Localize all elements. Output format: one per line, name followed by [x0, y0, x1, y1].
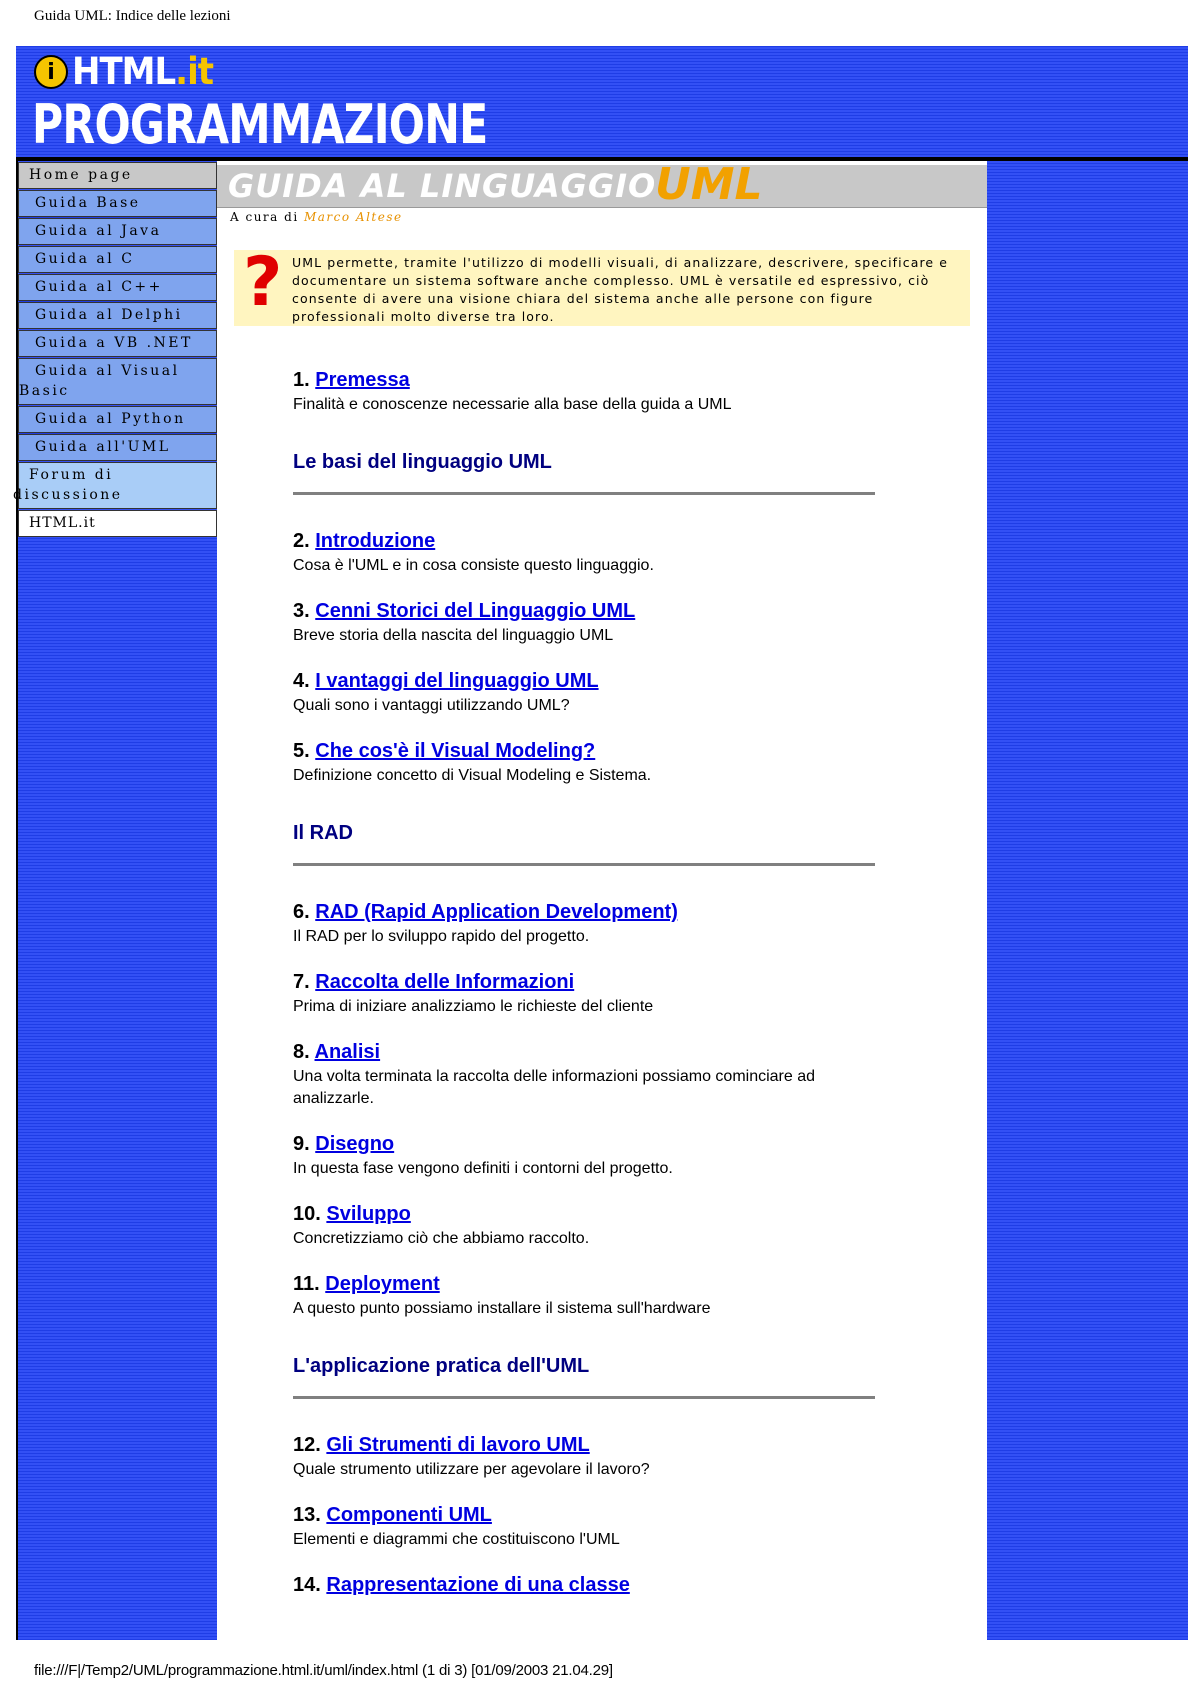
nav-menu [13, 162, 217, 538]
logo-text: HTML.it [72, 50, 213, 94]
lesson-item [293, 1132, 913, 1180]
lesson-link[interactable]: Raccolta delle Informazioni [315, 971, 575, 993]
nav-item-label-line2: Basic [19, 383, 70, 399]
lesson-link[interactable]: Introduzione [315, 530, 436, 552]
lesson-number: 11. [293, 1273, 320, 1295]
lesson-item [293, 1433, 913, 1481]
lesson-number: 14. [293, 1574, 321, 1596]
nav-item-guida-base[interactable]: Guida Base [18, 190, 217, 217]
nav-item-guida-cpp[interactable]: Guida al C++ [18, 274, 217, 301]
author-line [230, 210, 403, 224]
page-title: GUIDA AL LINGUAGGIO [228, 167, 657, 205]
lesson-item [293, 970, 913, 1018]
lesson-item [293, 1040, 913, 1110]
lesson-number: 7. [293, 971, 310, 993]
nav-item-home[interactable]: Home page [18, 162, 217, 189]
lesson-item [293, 900, 913, 948]
lesson-link[interactable]: I vantaggi del linguaggio UML [315, 670, 599, 692]
lesson-description: Quale strumento utilizzare per agevolare il lavoro? [293, 1461, 650, 1478]
lesson-description: Elementi e diagrammi che costituiscono l'UML [293, 1531, 620, 1548]
section-header [293, 821, 913, 866]
lesson-description: Il RAD per lo sviluppo rapido del progetto. [293, 928, 590, 945]
lesson-description: Una volta terminata la raccolta delle informazioni possiamo cominciare ad analizzarle. [293, 1068, 816, 1107]
section-title: Le basi del linguaggio UML [293, 451, 552, 473]
lesson-description: Definizione concetto di Visual Modeling e Sistema. [293, 767, 652, 784]
lesson-number: 2. [293, 530, 310, 552]
right-sidebar [987, 161, 1188, 1640]
nav-item-guida-uml[interactable]: Guida all'UML [18, 434, 217, 461]
lesson-description: Cosa è l'UML e in cosa consiste questo linguaggio. [293, 557, 654, 574]
lesson-description: Prima di iniziare analizziamo le richieste del cliente [293, 998, 654, 1015]
section-header [293, 1354, 913, 1399]
section-heading: PROGRAMMAZIONE [32, 93, 488, 157]
nav-item-guida-python[interactable]: Guida al Python [18, 406, 217, 433]
lesson-link[interactable]: Rappresentazione di una classe [326, 1574, 630, 1596]
nav-item-forum[interactable] [13, 462, 217, 509]
section-divider [293, 863, 875, 866]
lesson-description: Finalità e conoscenze necessarie alla base della guida a UML [293, 396, 732, 413]
intro-text: UML permette, tramite l'utilizzo di modelli visuali, di analizzare, descrivere, specificare e documentare un sistema software anche complesso. UML è versatile ed espressivo, ciò consente di avere una visione chiara del sistema anche alle persone con figure professionali molto diverse tra loro. [292, 255, 949, 324]
lesson-index [293, 368, 913, 1619]
section-title: L'applicazione pratica dell'UML [293, 1355, 590, 1377]
lesson-description: A questo punto possiamo installare il sistema sull'hardware [293, 1300, 711, 1317]
lesson-description: Breve storia della nascita del linguaggio UML [293, 627, 614, 644]
person-icon: i [34, 55, 68, 89]
print-header: Guida UML: Indice delle lezioni [34, 8, 231, 24]
lesson-link[interactable]: Disegno [315, 1133, 395, 1155]
nav-item-htmlit[interactable]: HTML.it [18, 510, 217, 537]
section-divider [293, 1396, 875, 1399]
lesson-link[interactable]: Deployment [325, 1273, 440, 1295]
lesson-item [293, 1272, 913, 1320]
lesson-description: Concretizziamo ciò che abbiamo raccolto. [293, 1230, 590, 1247]
lesson-number: 1. [293, 369, 310, 391]
lesson-item [293, 1202, 913, 1250]
print-footer: file:///F|/Temp2/UML/programmazione.html.it/uml/index.html (1 di 3) [01/09/2003 21.04.29] [34, 1662, 613, 1679]
lesson-number: 5. [293, 740, 310, 762]
nav-item-guida-visual-basic[interactable] [18, 358, 217, 405]
nav-item-guida-c[interactable]: Guida al C [18, 246, 217, 273]
lesson-number: 9. [293, 1133, 310, 1155]
lesson-number: 12. [293, 1434, 321, 1456]
site-logo[interactable] [34, 52, 213, 92]
section-header [293, 450, 913, 495]
author-link[interactable]: Marco Altese [303, 210, 403, 224]
lesson-link[interactable]: RAD (Rapid Application Development) [315, 901, 678, 923]
lesson-item [293, 368, 913, 416]
lesson-item [293, 599, 913, 647]
nav-item-guida-vbnet[interactable]: Guida a VB .NET [18, 330, 217, 357]
lesson-number: 13. [293, 1504, 321, 1526]
lesson-item [293, 739, 913, 787]
lesson-link[interactable]: Analisi [314, 1041, 381, 1063]
lesson-number: 4. [293, 670, 310, 692]
nav-item-label: Forum di [29, 467, 114, 483]
question-mark-icon: ? [243, 243, 283, 322]
lesson-link[interactable]: Premessa [315, 369, 410, 391]
nav-item-guida-java[interactable]: Guida al Java [18, 218, 217, 245]
page-title-uml: UML [655, 159, 763, 210]
lesson-number: 6. [293, 901, 310, 923]
nav-item-label-line2: discussione [13, 487, 123, 503]
lesson-description: In questa fase vengono definiti i contorni del progetto. [293, 1160, 673, 1177]
lesson-link[interactable]: Cenni Storici del Linguaggio UML [315, 600, 636, 622]
lesson-description: Quali sono i vantaggi utilizzando UML? [293, 697, 570, 714]
lesson-number: 8. [293, 1041, 310, 1063]
section-title: Il RAD [293, 822, 353, 844]
lesson-item [293, 529, 913, 577]
lesson-link[interactable]: Sviluppo [326, 1203, 411, 1225]
lesson-link[interactable]: Che cos'è il Visual Modeling? [315, 740, 596, 762]
nav-item-guida-delphi[interactable]: Guida al Delphi [18, 302, 217, 329]
lesson-link[interactable]: Gli Strumenti di lavoro UML [326, 1434, 590, 1456]
lesson-item [293, 1573, 913, 1597]
nav-item-label: Guida al Visual [35, 363, 180, 379]
lesson-item [293, 669, 913, 717]
lesson-number: 10. [293, 1203, 321, 1225]
lesson-link[interactable]: Componenti UML [326, 1504, 492, 1526]
lesson-number: 3. [293, 600, 310, 622]
author-prefix: A cura di [230, 210, 299, 224]
lesson-item [293, 1503, 913, 1551]
section-divider [293, 492, 875, 495]
